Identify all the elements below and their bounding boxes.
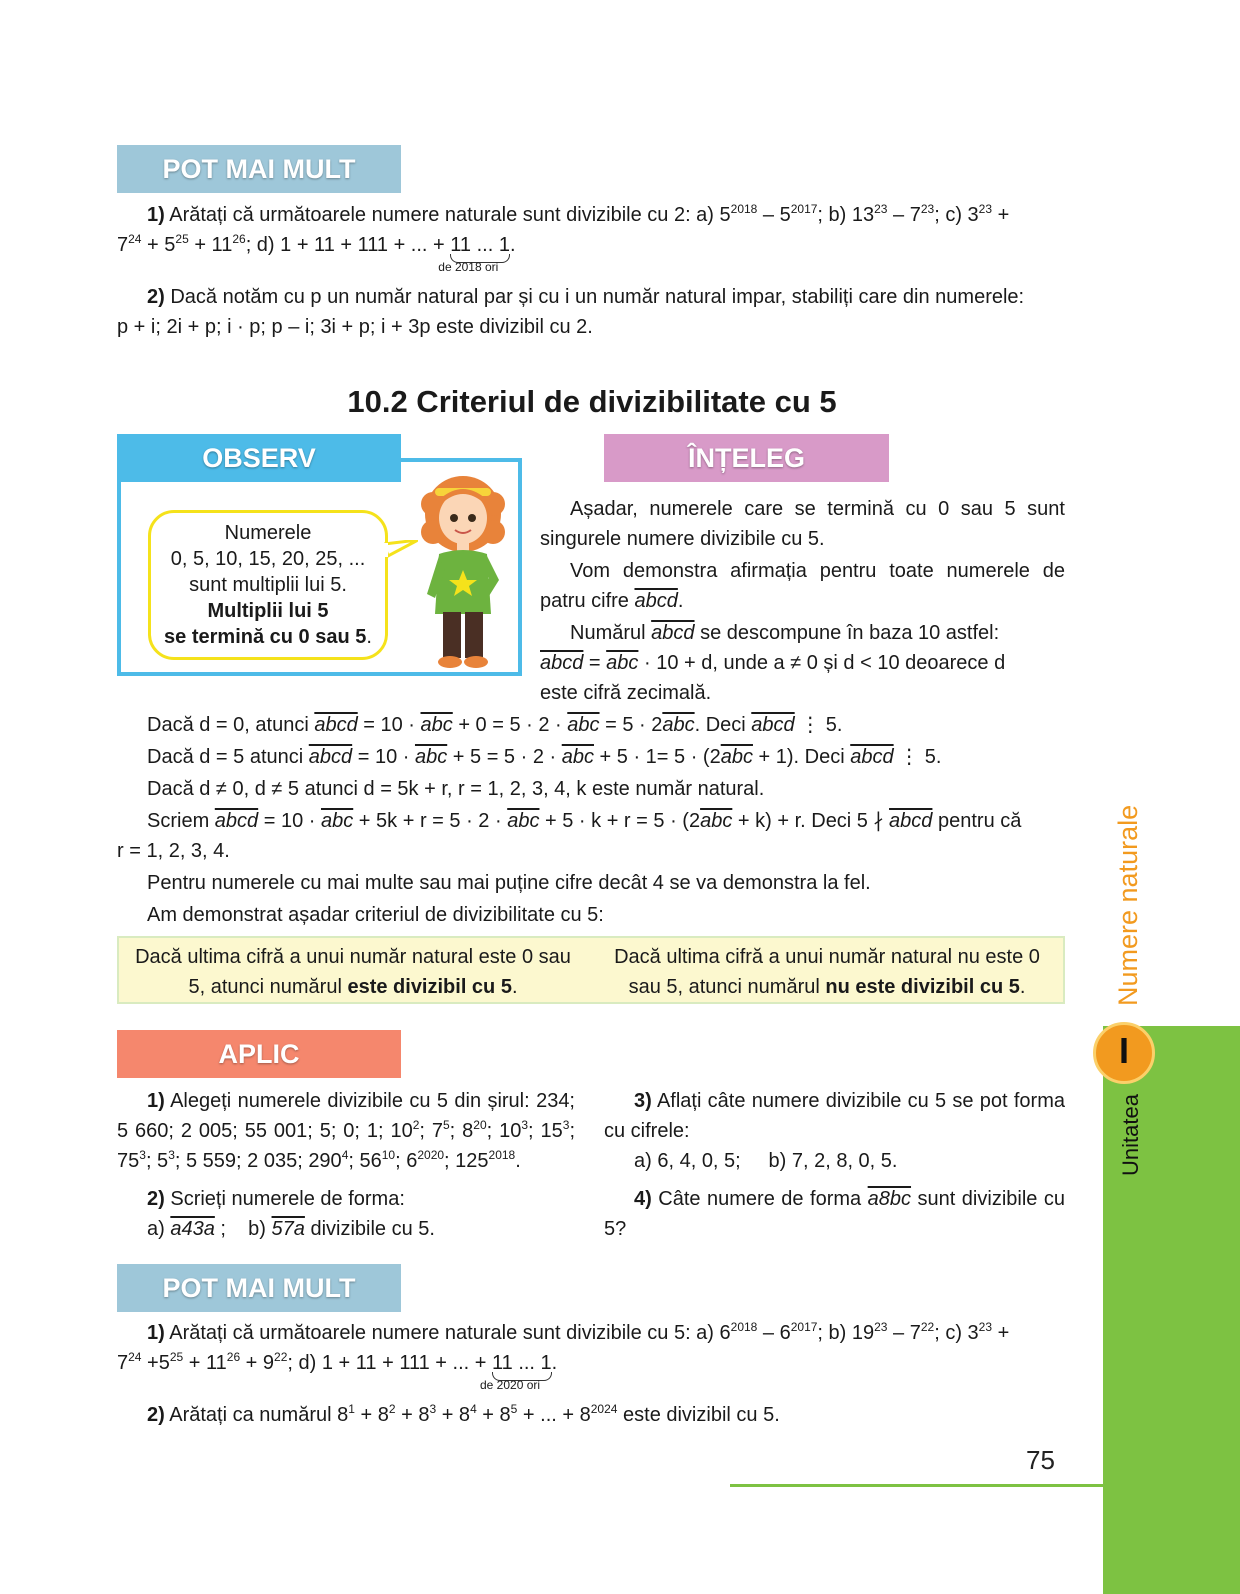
exponent: 23 (874, 1320, 888, 1334)
bold-text: nu este divizibil cu 5 (825, 976, 1020, 998)
overline-number: abcd (751, 714, 795, 736)
paragraph: a) 6, 4, 0, 5; b) 7, 2, 8, 0, 5. (634, 1150, 898, 1172)
overline-number: 57a (271, 1218, 305, 1240)
overline-number: abcd (651, 622, 695, 644)
unit-number: I (1118, 1030, 1129, 1071)
underbrace-term (438, 230, 510, 274)
chapter-label: Numere naturale (1113, 804, 1143, 1006)
text: Dacă d = 0, atunci (147, 714, 315, 736)
exercise-number: 1) (147, 1090, 165, 1112)
text: + 5 (141, 234, 176, 256)
text: = 10 · (357, 714, 421, 736)
text: + 1). Deci (752, 746, 851, 768)
text: + 8 (395, 1404, 430, 1426)
overline-number: $\overline{abc}$ (320, 810, 354, 832)
bubble-line: 0, 5, 10, 15, 20, 25, ... (170, 548, 366, 570)
pot1-exercise-2 (117, 282, 1065, 342)
pot-mai-mult-banner-2 (117, 1264, 401, 1312)
exponent: 25 (175, 232, 189, 246)
exponent: 23 (978, 202, 993, 216)
text: – 7 (887, 204, 921, 226)
pot2-exercise-2 (117, 1400, 1065, 1430)
text: Arătați că următoarele numere naturale sunt divizibile cu 2: a) 5 (164, 204, 731, 226)
text: Dacă d = 5 atunci (147, 746, 309, 768)
paragraph: Dacă d ≠ 0, d ≠ 5 atunci d = 5k + r, r = 1, 2, 3, 4, k este număr natural. (147, 778, 765, 800)
text: ; d) 1 + 11 + 111 + ... + (245, 234, 451, 256)
exponent: 26 (226, 1350, 241, 1364)
text: . (1019, 976, 1026, 998)
text: ; c) 3 (934, 204, 979, 226)
text: ; 5 (145, 1150, 169, 1172)
text: . (366, 626, 372, 648)
overline-number: abcd (314, 714, 358, 736)
exercise-number: 2) (147, 286, 165, 308)
section-header: ÎNȚELEG (687, 443, 805, 473)
text: + 5 = 5 · 2 · (447, 746, 562, 768)
text: – 5 (757, 204, 791, 226)
text: + (992, 204, 1010, 226)
text: + 11 (188, 234, 233, 256)
overline-number: a43a (170, 1218, 215, 1240)
section-title: 10.2 Criteriul de divizibilitate cu 5 (347, 384, 837, 419)
text: este divizibil cu 5. (617, 1404, 780, 1426)
exponent: 3 (168, 1148, 175, 1162)
inteleg-banner (604, 434, 889, 482)
exponent: 24 (128, 1350, 142, 1364)
proof-text (117, 710, 1065, 930)
overline-number: $\overline{abc}$ (414, 746, 448, 768)
section-header: POT MAI MULT (162, 1273, 356, 1303)
text: Arătați că următoarele numere naturale sunt divizibile cu 5: a) 6 (164, 1322, 731, 1344)
aplic-exercise-2 (117, 1184, 575, 1244)
text: ⋮ 5. (794, 714, 843, 736)
text: – 6 (757, 1322, 791, 1344)
text: = 5 · 2 (599, 714, 663, 736)
overline-number: abcd (850, 746, 894, 768)
repeated-digits: 11 ... 1 (492, 1352, 552, 1374)
overline-number: $\overline{abc}$ (662, 714, 695, 736)
text: Scriem (147, 810, 215, 832)
overline-number: $\overline{abc}$ (561, 746, 594, 768)
exercise-number: 1) (147, 1322, 165, 1344)
exponent: 2017 (790, 1320, 818, 1334)
text: ; 6 (395, 1150, 418, 1172)
inteleg-text (540, 494, 1065, 708)
section-header: OBSERV (202, 443, 316, 473)
text: ; b) 13 (817, 204, 875, 226)
paragraph: este cifră zecimală. (540, 682, 712, 704)
text: + 8 (354, 1404, 389, 1426)
text: pentru că (932, 810, 1022, 832)
text: p + i; 2i + p; i · p; p – i; 3i + p; i + 3p este divizibil cu 2. (117, 316, 593, 338)
text: = 10 · (258, 810, 321, 832)
text: . (551, 1352, 558, 1374)
exercise-number: 1) (147, 204, 165, 226)
text: + 8 (476, 1404, 511, 1426)
overline-number: $\overline{abc}$ (567, 714, 600, 736)
paragraph: r = 1, 2, 3, 4. (117, 840, 230, 862)
bubble-line-bold: se termină cu 0 sau 5 (164, 626, 367, 648)
underbrace-note: de 2020 ori (480, 1378, 541, 1392)
text: · 10 + d, unde a ≠ 0 și d < 10 deoarece d (638, 652, 1006, 674)
exponent: 23 (978, 1320, 993, 1334)
text: Alegeți numerele divizibile cu 5 din șirul: 234; 5 660; 2 005; 55 001; 5; 0; 1; 10 (117, 1090, 575, 1142)
unit-number-badge (1093, 1022, 1155, 1084)
text: + 5 · 1= 5 · (2 (593, 746, 721, 768)
text: – 7 (887, 1322, 921, 1344)
exercise-number: 3) (634, 1090, 652, 1112)
text: ; b) (214, 1218, 272, 1240)
exponent: 3 (139, 1148, 146, 1162)
aplic-exercise-1 (117, 1086, 575, 1176)
text: + (992, 1322, 1010, 1344)
text: ; 7 (419, 1120, 443, 1142)
text: sunt divizibile cu 5? (604, 1188, 1065, 1240)
exponent: 3 (429, 1402, 437, 1416)
girl-illustration (415, 474, 515, 670)
text: 7 (117, 1352, 129, 1374)
overline-number: abcd (634, 590, 678, 612)
text: . (509, 234, 516, 256)
overline-number: $\overline{abc}$ (420, 714, 453, 736)
overline-number: abcd (540, 652, 584, 674)
overline-number: $\overline{abc}$ (700, 810, 733, 832)
unit-label: Unitatea (1118, 1094, 1143, 1176)
text: = (583, 652, 607, 674)
section-header: APLIC (218, 1039, 300, 1069)
overline-number: abcd (214, 810, 259, 832)
text: Dacă ultima cifră a unui număr natural nu este 0 sau 5, atunci numărul (614, 946, 1040, 998)
underbrace-note: de 2018 ori (438, 260, 499, 274)
text: Câte numere de forma (651, 1188, 868, 1210)
text: + 5 · k + r = 5 · (2 (539, 810, 701, 832)
exponent: 25 (169, 1350, 184, 1364)
criteria-not-divisible (605, 942, 1049, 1002)
text: + ... + 8 (517, 1404, 591, 1426)
bubble-line: Numerele (224, 522, 312, 544)
exponent: 26 (232, 232, 246, 246)
exponent: 20 (473, 1118, 487, 1132)
speech-bubble-tail (384, 540, 418, 560)
criteria-box (117, 936, 1065, 1004)
text: Aflați câte numere divizibile cu 5 se pot forma cu cifrele: (604, 1090, 1065, 1142)
text: + 11 (183, 1352, 227, 1374)
text: ; c) 3 (934, 1322, 979, 1344)
exponent: 1 (348, 1402, 355, 1416)
exponent: 2018 (730, 1320, 758, 1334)
pot2-exercise-1 (117, 1318, 1065, 1392)
exponent: 22 (920, 1320, 935, 1334)
exponent: 22 (274, 1350, 288, 1364)
text: ⋮ 5. (893, 746, 942, 768)
aplic-banner (117, 1030, 401, 1078)
text: Scrieți numerele de forma: (164, 1188, 405, 1210)
exponent: 24 (128, 232, 142, 246)
text: ; 75 (117, 1120, 575, 1172)
text: ; 15 (528, 1120, 563, 1142)
speech-bubble (148, 510, 388, 660)
text: ; 56 (348, 1150, 382, 1172)
bubble-line-bold: Multiplii lui 5 (207, 600, 329, 622)
overline-number: abcd (308, 746, 353, 768)
pot1-exercise-1 (117, 200, 1065, 274)
exponent: 23 (920, 202, 935, 216)
text: . (677, 590, 684, 612)
bubble-line: sunt multiplii lui 5. (189, 574, 347, 596)
text: Vom demonstra afirmația pentru toate numerele de patru cifre (540, 560, 1065, 612)
exponent: 10 (381, 1148, 396, 1162)
text: + 9 (240, 1352, 275, 1374)
exponent: 2017 (790, 202, 818, 216)
text: . (511, 976, 518, 998)
criteria-divisible (133, 942, 573, 1002)
overline-number: $\overline{abc}$ (720, 746, 753, 768)
footer-rule (730, 1484, 1103, 1487)
overline-number: abcd (889, 810, 933, 832)
exercise-number: 2) (147, 1188, 165, 1210)
exponent: 5 (442, 1118, 450, 1132)
aplic-exercise-3 (604, 1086, 1065, 1176)
exponent: 2018 (730, 202, 758, 216)
exponent: 3 (521, 1118, 529, 1132)
text: ; d) 1 + 11 + 111 + ... + (287, 1352, 492, 1374)
exercise-number: 4) (634, 1188, 652, 1210)
text: ; 8 (449, 1120, 474, 1142)
text: ; 10 (486, 1120, 522, 1142)
repeated-digits: 11 ... 1 (450, 234, 510, 256)
aplic-exercise-4 (604, 1184, 1065, 1244)
exponent: 4 (470, 1402, 477, 1416)
text: + 8 (436, 1404, 471, 1426)
page-number: 75 (1026, 1445, 1055, 1475)
text: ; b) 19 (817, 1322, 875, 1344)
text: . (515, 1150, 521, 1172)
exponent: 2018 (488, 1148, 516, 1162)
text: 7 (117, 234, 129, 256)
text: Arătați ca numărul 8 (164, 1404, 349, 1426)
overline-number: $\overline{abc}$ (507, 810, 540, 832)
underbrace-term (480, 1348, 552, 1392)
bold-text: este divizibil cu 5 (347, 976, 512, 998)
observ-box-top-border (401, 458, 522, 462)
text: + 5k + r = 5 · 2 · (353, 810, 508, 832)
text: . Deci (694, 714, 752, 736)
pot-mai-mult-banner (117, 145, 401, 193)
paragraph: Am demonstrat așadar criteriul de divizibilitate cu 5: (147, 904, 604, 926)
exercise-number: 2) (147, 1404, 165, 1426)
exponent: 4 (341, 1148, 349, 1162)
text: +5 (141, 1352, 170, 1374)
paragraph: Așadar, numerele care se termină cu 0 sau 5 sunt singurele numere divizibile cu 5. (540, 498, 1065, 550)
text: ; 5 559; 2 035; 290 (174, 1150, 342, 1172)
paragraph: Pentru numerele cu mai multe sau mai puține cifre decât 4 se va demonstra la fel. (147, 872, 871, 894)
overline-number: $\overline{abc}$ (606, 652, 639, 674)
exponent: 5 (510, 1402, 518, 1416)
exponent: 2 (388, 1402, 396, 1416)
exponent: 2 (412, 1118, 420, 1132)
exponent: 2024 (590, 1402, 618, 1416)
text: + k) + r. Deci 5 ∤ (732, 810, 890, 832)
exponent: 23 (874, 202, 888, 216)
text: ; 125 (444, 1150, 489, 1172)
text: a) (147, 1218, 171, 1240)
text: Dacă notăm cu p un număr natural par și cu i un număr natural impar, stabiliți care din numerele: (164, 286, 1025, 308)
overline-number: a8bc (867, 1188, 912, 1210)
section-header: POT MAI MULT (162, 154, 356, 184)
exponent: 2020 (417, 1148, 445, 1162)
exponent: 3 (562, 1118, 570, 1132)
text: se descompune în baza 10 astfel: (694, 622, 1000, 644)
text: divizibile cu 5. (304, 1218, 435, 1240)
text: Numărul (570, 622, 652, 644)
text: + 0 = 5 · 2 · (452, 714, 568, 736)
text: Dacă ultima cifră a unui număr natural este 0 sau 5, atunci numărul (135, 946, 571, 998)
text: = 10 · (352, 746, 415, 768)
